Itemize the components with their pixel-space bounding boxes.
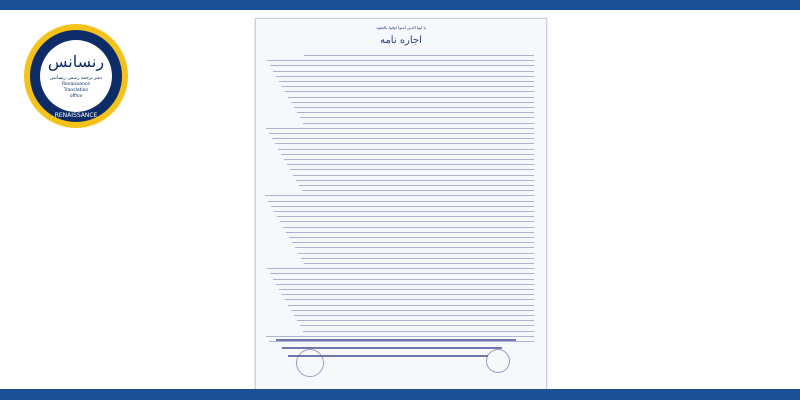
text-line	[288, 97, 534, 98]
text-line	[281, 154, 534, 155]
text-line	[297, 112, 534, 113]
logo-brand-mark: رنسانس	[47, 52, 105, 71]
logo-inner-circle	[30, 30, 122, 122]
text-line	[299, 185, 534, 186]
text-line	[304, 55, 534, 56]
text-line	[302, 190, 534, 191]
official-stamp	[296, 349, 324, 377]
text-line	[290, 169, 534, 170]
text-line	[293, 175, 534, 176]
document-title: اجاره نامه	[380, 35, 422, 46]
text-line	[273, 279, 534, 280]
logo-name-en-3: office	[69, 94, 83, 99]
text-line	[295, 247, 534, 248]
top-frame-bar	[0, 0, 800, 10]
logo-name-en-2: Translation	[63, 88, 89, 93]
lease-document	[255, 18, 547, 390]
text-line	[270, 273, 534, 274]
text-line	[280, 221, 534, 222]
text-line	[292, 242, 534, 243]
text-line	[277, 216, 534, 217]
logo-text	[40, 76, 112, 100]
logo-ring-text: RENAISSANCE	[54, 112, 98, 119]
text-line	[296, 180, 534, 181]
text-line	[276, 76, 534, 77]
text-line	[268, 201, 534, 202]
official-stamp-2	[486, 349, 510, 373]
logo-core	[40, 40, 112, 112]
text-line	[269, 133, 534, 134]
text-line	[298, 253, 534, 254]
bottom-frame-bar	[0, 389, 800, 400]
text-line	[270, 65, 534, 66]
handwritten-line	[282, 347, 502, 349]
text-line	[279, 289, 534, 290]
logo-name-fa: دفتر ترجمه رسمی رنسانس	[50, 76, 102, 81]
text-line	[271, 206, 534, 207]
text-line	[275, 143, 534, 144]
text-line	[301, 258, 534, 259]
text-line	[286, 232, 534, 233]
text-line	[267, 60, 534, 61]
text-line	[282, 294, 534, 295]
text-line	[285, 91, 534, 92]
text-line	[284, 159, 534, 160]
renaissance-logo	[24, 24, 128, 128]
text-line	[289, 237, 534, 238]
text-line	[300, 117, 534, 118]
text-line	[269, 341, 534, 342]
document-header-sub: يا ايها الذين آمنوا اوفوا بالعقود	[376, 25, 426, 30]
text-line	[273, 71, 534, 72]
text-line	[303, 123, 534, 124]
text-line	[294, 315, 534, 316]
text-line	[272, 138, 534, 139]
text-line	[291, 310, 534, 311]
text-line	[279, 81, 534, 82]
text-line	[303, 331, 534, 332]
text-line	[267, 268, 534, 269]
handwritten-line	[276, 339, 516, 341]
text-line	[283, 227, 534, 228]
text-line	[278, 149, 534, 150]
text-line	[297, 320, 534, 321]
text-line	[300, 325, 534, 326]
text-line	[294, 107, 534, 108]
text-line	[265, 195, 534, 196]
text-line	[304, 263, 534, 264]
text-line	[266, 128, 534, 129]
text-line	[276, 284, 534, 285]
text-line	[266, 336, 534, 337]
text-line	[285, 299, 534, 300]
text-line	[291, 102, 534, 103]
text-line	[287, 164, 534, 165]
text-line	[274, 211, 534, 212]
text-line	[288, 305, 534, 306]
text-line	[282, 86, 534, 87]
logo-name-en-1: Renaissance	[61, 82, 91, 87]
